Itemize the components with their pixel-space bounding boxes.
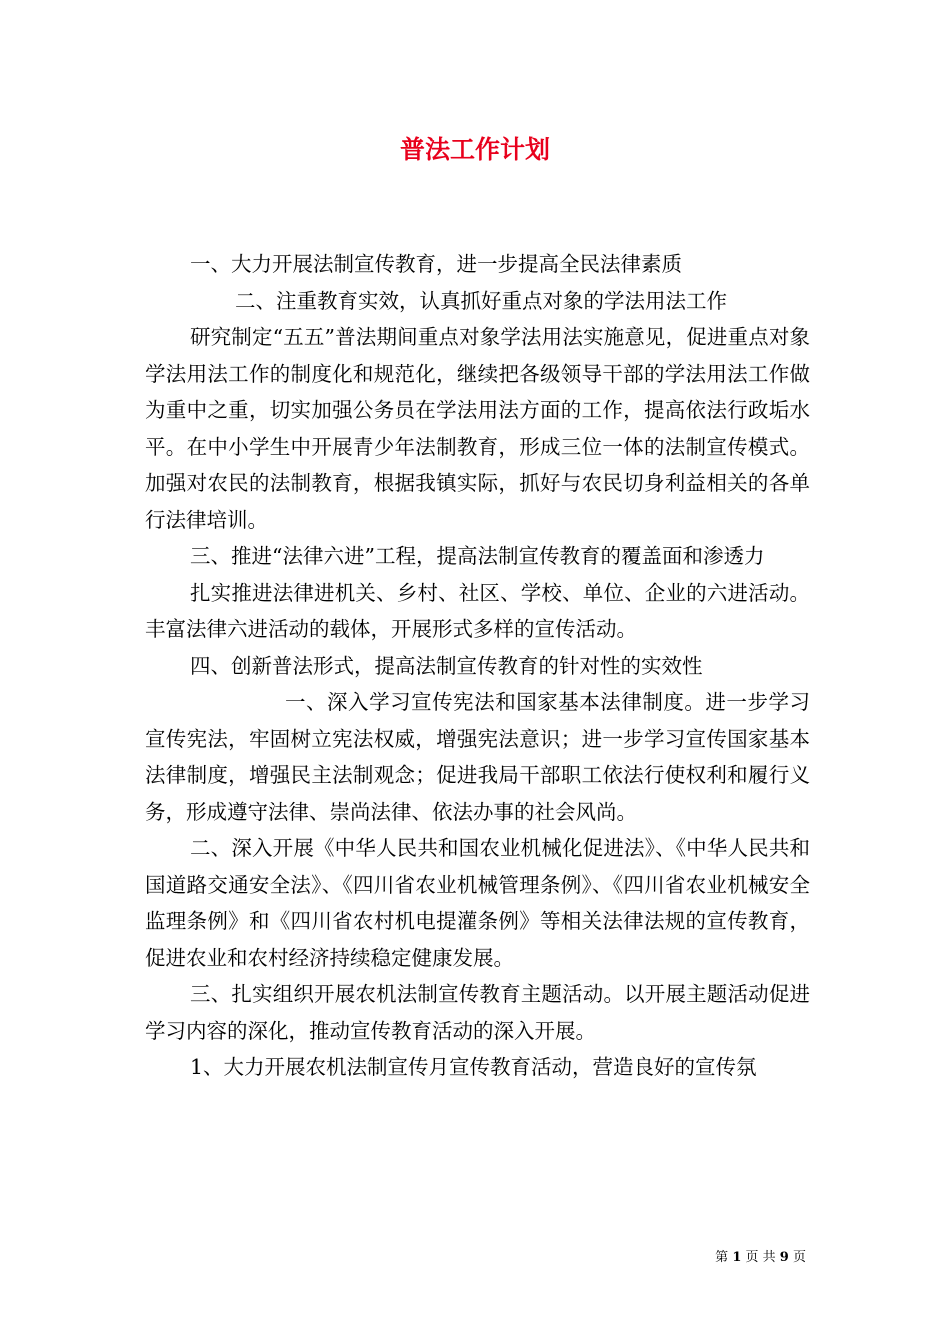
- paragraph-item-3: 三、扎实组织开展农机法制宣传教育主题活动。以开展主题活动促进学习内容的深化，推动宣传教育活动的深入开展。: [145, 982, 810, 1043]
- total-pages-number: 9: [779, 1250, 789, 1265]
- current-page-number: 1: [732, 1250, 742, 1265]
- footer-prefix: 第: [715, 1250, 729, 1265]
- paragraph-heading-4: 四、创新普法形式，提高法制宣传教育的针对性的实效性: [190, 653, 703, 678]
- footer-suffix: 页: [792, 1250, 806, 1265]
- page-number-footer: [0, 1249, 806, 1267]
- page-title: 普法工作计划: [399, 135, 550, 164]
- paragraph-heading-1: 一、大力开展法制宣传教育，进一步提高全民法律素质: [190, 252, 682, 276]
- footer-middle: 页 共: [745, 1250, 776, 1265]
- paragraph-heading-3: 三、推进“法律六进”工程，提高法制宣传教育的覆盖面和渗透力: [190, 544, 765, 568]
- paragraph-heading-2: 二、注重教育实效，认真抓好重点对象的学法用法工作: [235, 288, 727, 313]
- paragraph-subitem-1: 1、大力开展农机法制宣传月宣传教育活动，营造良好的宣传氛: [190, 1055, 757, 1079]
- document-body: [145, 246, 810, 1086]
- paragraph-item-2: 二、深入开展《中华人民共和国农业机械化促进法》、《中华人民共和国道路交通安全法》、《四川省农业机械管理条例》、《四川省农业机械安全监理条例》和《四川省农村机电提灌条例》等相关法律法规的宣传教育，促进农业和农村经济持续稳定健康发展。: [145, 836, 810, 970]
- paragraph-body-1: 研究制定“五五”普法期间重点对象学法用法实施意见，促进重点对象学法用法工作的制度化和规范化，继续把各级领导干部的学法用法工作做为重中之重，切实加强公务员在学法用法方面的工作，提高依法行政垢水平。在中小学生中开展青少年法制教育，形成三位一体的法制宣传模式。加强对农民的法制教育，根据我镇实际，抓好与农民切身利益相关的各单行法律培训。: [145, 325, 810, 532]
- paragraph-item-1: 一、深入学习宣传宪法和国家基本法律制度。进一步学习宣传宪法，牢固树立宪法权威，增强宪法意识；进一步学习宣传国家基本法律制度，增强民主法制观念；促进我局干部职工依法行使权利和履行义务，形成遵守法律、崇尚法律、依法办事的社会风尚。: [145, 690, 810, 824]
- paragraph-body-2: 扎实推进法律进机关、乡村、社区、学校、单位、企业的六进活动。丰富法律六进活动的载体，开展形式多样的宣传活动。: [145, 580, 810, 641]
